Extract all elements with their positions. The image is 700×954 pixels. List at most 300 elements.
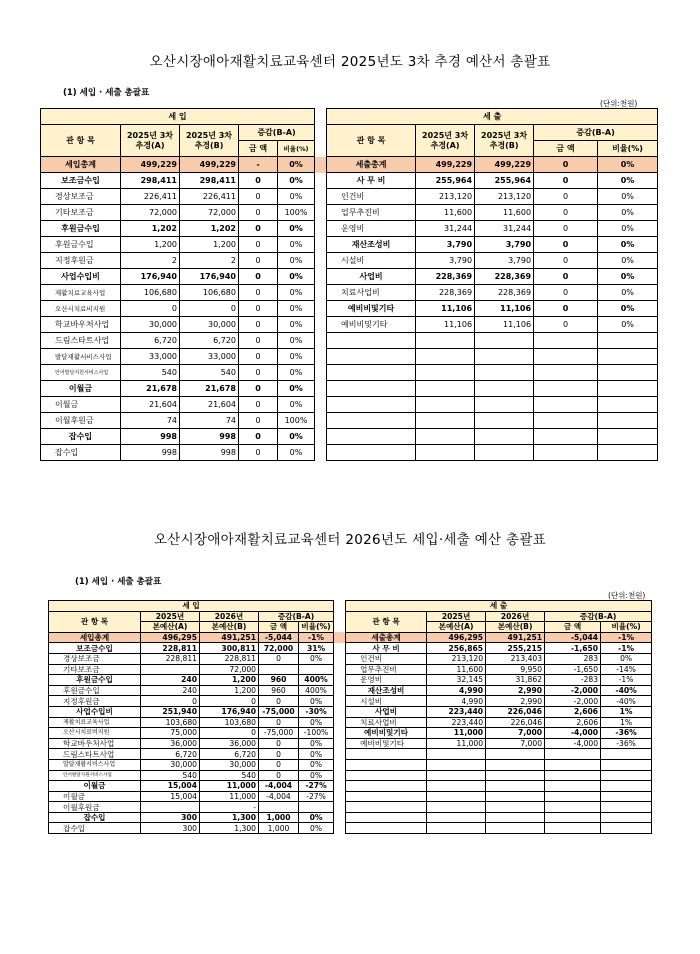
expense-diff-ratio: 0% xyxy=(598,157,658,173)
empty-cell xyxy=(416,349,475,365)
empty-cell xyxy=(545,749,601,760)
table-row xyxy=(49,728,652,739)
column-gap xyxy=(315,253,327,269)
empty-cell xyxy=(486,759,545,770)
income-value-b: 0 xyxy=(180,301,239,317)
income-value-b: 0 xyxy=(200,696,259,707)
expense-diff-ratio: 0% xyxy=(598,253,658,269)
expense-value-b: 228,369 xyxy=(475,269,534,285)
column-gap xyxy=(315,365,327,381)
expense-item-name: 사업비 xyxy=(346,706,427,717)
expense-value-a: 223,440 xyxy=(427,706,486,717)
income-diff-ratio: 0% xyxy=(278,349,315,365)
column-gap xyxy=(315,301,327,317)
empty-cell xyxy=(545,770,601,781)
empty-cell xyxy=(427,759,486,770)
empty-cell xyxy=(601,749,652,760)
table-row xyxy=(41,301,658,317)
expense-item-name: 사 무 비 xyxy=(346,643,427,654)
income-diff-amount: 0 xyxy=(259,749,299,760)
column-gap xyxy=(315,157,327,173)
expense-item-name: 운영비 xyxy=(327,221,416,237)
empty-cell xyxy=(427,791,486,802)
income-item-name: 경상보조금 xyxy=(41,189,121,205)
expense-value-b: 226,046 xyxy=(486,706,545,717)
empty-cell xyxy=(416,381,475,397)
empty-cell xyxy=(427,812,486,823)
table-row xyxy=(49,770,652,781)
income-diff-ratio: 100% xyxy=(278,205,315,221)
expense-value-b: 3,790 xyxy=(475,237,534,253)
table-row xyxy=(49,791,652,802)
income-diff-amount xyxy=(259,802,299,813)
table-row xyxy=(41,253,658,269)
income-value-a: 226,411 xyxy=(121,189,180,205)
column-gap xyxy=(334,696,346,707)
income-value-b: 1,200 xyxy=(180,237,239,253)
col-a-year: 2025년 xyxy=(427,611,486,622)
empty-cell xyxy=(475,381,534,397)
expense-item-name: 예비비및기타 xyxy=(327,317,416,333)
income-item-name: 잡수입 xyxy=(41,445,121,461)
income-value-a: 0 xyxy=(121,301,180,317)
income-value-b: 36,000 xyxy=(200,738,259,749)
col-a: 2025년 3차 추경(A) xyxy=(121,125,180,157)
income-value-b: 30,000 xyxy=(180,317,239,333)
empty-cell xyxy=(545,781,601,792)
income-value-a: 33,000 xyxy=(121,349,180,365)
empty-cell xyxy=(346,781,427,792)
expense-diff-ratio: -1% xyxy=(601,643,652,654)
income-diff-amount: 0 xyxy=(239,349,278,365)
income-item-name: 발달재활서비스사업 xyxy=(41,349,121,365)
col-a: 2025년 3차 추경(A) xyxy=(416,125,475,157)
income-diff-amount: 0 xyxy=(259,738,299,749)
empty-cell xyxy=(545,812,601,823)
income-value-b: 491,251 xyxy=(200,632,259,643)
income-header: 세 입 xyxy=(41,109,315,125)
expense-value-a: 31,244 xyxy=(416,221,475,237)
income-item-name: 학교바우처사업 xyxy=(41,317,121,333)
expense-value-a: 228,369 xyxy=(416,269,475,285)
expense-diff-amount: 0 xyxy=(534,173,598,189)
col-a-year: 2025년 xyxy=(141,611,200,622)
expense-diff-amount: -4,000 xyxy=(545,738,601,749)
income-item-name: 기타보조금 xyxy=(49,664,141,675)
income-item-name: 세입총계 xyxy=(41,157,121,173)
income-diff-amount: 0 xyxy=(239,397,278,413)
expense-diff-amount: 0 xyxy=(534,189,598,205)
income-value-b: 1,200 xyxy=(200,675,259,686)
table-row xyxy=(49,759,652,770)
expense-value-b: 31,862 xyxy=(486,675,545,686)
table-row xyxy=(49,802,652,813)
column-gap xyxy=(315,269,327,285)
column-gap xyxy=(334,675,346,686)
income-diff-ratio: 0% xyxy=(299,738,334,749)
empty-cell xyxy=(427,802,486,813)
income-value-b: 6,720 xyxy=(200,749,259,760)
income-value-b: 21,604 xyxy=(180,397,239,413)
empty-cell xyxy=(327,413,416,429)
income-value-b: 11,000 xyxy=(200,781,259,792)
income-value-a: 36,000 xyxy=(141,738,200,749)
income-value-a: 251,940 xyxy=(141,706,200,717)
income-value-a: 228,811 xyxy=(141,653,200,664)
income-item-name: 후원금수입 xyxy=(41,237,121,253)
column-gap xyxy=(315,349,327,365)
empty-cell xyxy=(416,333,475,349)
income-item-name: 후원금수입 xyxy=(41,221,121,237)
empty-cell xyxy=(475,429,534,445)
income-value-a: 228,811 xyxy=(141,643,200,654)
expense-diff-ratio: 0% xyxy=(598,237,658,253)
table-row xyxy=(49,812,652,823)
table-row xyxy=(41,157,658,173)
income-value-b: 1,300 xyxy=(200,823,259,834)
income-diff-ratio: 400% xyxy=(299,685,334,696)
income-value-a: 1,200 xyxy=(121,237,180,253)
expense-diff-ratio: -40% xyxy=(601,685,652,696)
income-value-a: 176,940 xyxy=(121,269,180,285)
income-value-a: 2 xyxy=(121,253,180,269)
income-value-b: 540 xyxy=(180,365,239,381)
empty-cell xyxy=(327,429,416,445)
income-diff-ratio: 0% xyxy=(278,333,315,349)
empty-cell xyxy=(416,445,475,461)
income-item-name: 후원금수입 xyxy=(49,675,141,686)
income-diff-amount: 0 xyxy=(259,759,299,770)
expense-value-b: 11,600 xyxy=(475,205,534,221)
income-header: 세 입 xyxy=(49,601,334,612)
income-value-a: 540 xyxy=(121,365,180,381)
income-diff-amount: 0 xyxy=(259,717,299,728)
expense-diff-amount: -4,000 xyxy=(545,728,601,739)
income-diff-amount: 0 xyxy=(239,333,278,349)
expense-item-name: 사업비 xyxy=(327,269,416,285)
col-item: 관 항 목 xyxy=(346,611,427,632)
expense-diff-ratio: -1% xyxy=(601,675,652,686)
income-value-a: 75,000 xyxy=(141,728,200,739)
income-diff-ratio: 0% xyxy=(278,189,315,205)
expense-diff-ratio: 0% xyxy=(598,221,658,237)
income-diff-amount: 0 xyxy=(239,269,278,285)
income-value-b: 300,811 xyxy=(200,643,259,654)
income-item-name: 발달재활서비스사업 xyxy=(49,759,141,770)
income-value-b: 998 xyxy=(180,429,239,445)
col-amount: 금 액 xyxy=(534,141,598,157)
income-value-a: 240 xyxy=(141,685,200,696)
expense-value-a: 11,600 xyxy=(427,664,486,675)
empty-cell xyxy=(327,349,416,365)
income-diff-ratio: 0% xyxy=(278,301,315,317)
income-value-b: 30,000 xyxy=(200,759,259,770)
income-item-name: 이월금 xyxy=(49,791,141,802)
income-value-a: 15,004 xyxy=(141,781,200,792)
income-item-name: 지정후원금 xyxy=(49,696,141,707)
expense-item-name: 예비비및기타 xyxy=(346,728,427,739)
expense-item-name: 치료사업비 xyxy=(346,717,427,728)
income-value-a: 0 xyxy=(141,696,200,707)
table-row xyxy=(49,653,652,664)
doc2-summary-table xyxy=(48,600,652,834)
income-diff-ratio: 31% xyxy=(299,643,334,654)
income-diff-amount: -75,000 xyxy=(259,706,299,717)
income-value-a: 540 xyxy=(141,770,200,781)
column-gap xyxy=(315,189,327,205)
empty-cell xyxy=(601,823,652,834)
column-gap xyxy=(334,738,346,749)
col-b-label: 본예산(B) xyxy=(486,622,545,633)
empty-cell xyxy=(601,812,652,823)
expense-value-b: 213,403 xyxy=(486,653,545,664)
income-diff-ratio: 0% xyxy=(299,717,334,728)
income-item-name: 잡수입 xyxy=(49,823,141,834)
income-value-b: 0 xyxy=(200,728,259,739)
income-value-a: 103,680 xyxy=(141,717,200,728)
expense-item-name: 업무추진비 xyxy=(327,205,416,221)
expense-diff-ratio: -36% xyxy=(601,738,652,749)
expense-value-b: 2,990 xyxy=(486,696,545,707)
empty-cell xyxy=(545,823,601,834)
column-gap xyxy=(334,653,346,664)
empty-cell xyxy=(545,791,601,802)
expense-value-b: 9,950 xyxy=(486,664,545,675)
expense-value-b: 11,106 xyxy=(475,301,534,317)
empty-cell xyxy=(486,781,545,792)
expense-header: 세 출 xyxy=(346,601,652,612)
empty-cell xyxy=(475,397,534,413)
empty-cell xyxy=(475,445,534,461)
empty-cell xyxy=(598,429,658,445)
income-item-name: 지정후원금 xyxy=(41,253,121,269)
empty-cell xyxy=(534,397,598,413)
income-diff-amount: -4,004 xyxy=(259,781,299,792)
column-gap xyxy=(334,685,346,696)
expense-item-name: 세출총계 xyxy=(346,632,427,643)
expense-diff-ratio: 0% xyxy=(598,301,658,317)
income-value-b: 226,411 xyxy=(180,189,239,205)
income-diff-ratio: 0% xyxy=(299,653,334,664)
income-value-a: 998 xyxy=(121,429,180,445)
table-row xyxy=(49,717,652,728)
table-row xyxy=(49,738,652,749)
expense-value-a: 496,295 xyxy=(427,632,486,643)
expense-value-b: 7,000 xyxy=(486,738,545,749)
expense-item-name: 예비비및기타 xyxy=(327,301,416,317)
expense-value-b: 255,215 xyxy=(486,643,545,654)
expense-value-a: 11,000 xyxy=(427,728,486,739)
expense-diff-amount: -2,000 xyxy=(545,696,601,707)
income-value-b: 72,000 xyxy=(180,205,239,221)
empty-cell xyxy=(346,749,427,760)
col-amount: 금 액 xyxy=(239,141,278,157)
column-gap xyxy=(315,333,327,349)
table-row xyxy=(41,173,658,189)
column-gap xyxy=(334,781,346,792)
income-diff-amount: 0 xyxy=(259,696,299,707)
table-row xyxy=(49,823,652,834)
col-diff: 증감(B-A) xyxy=(259,611,334,622)
empty-cell xyxy=(346,802,427,813)
empty-cell xyxy=(598,397,658,413)
income-item-name: 재활치료교육사업 xyxy=(41,285,121,301)
expense-value-a: 213,120 xyxy=(416,189,475,205)
income-diff-ratio: 0% xyxy=(278,429,315,445)
income-value-a: 15,004 xyxy=(141,791,200,802)
income-value-a xyxy=(141,664,200,675)
empty-cell xyxy=(346,823,427,834)
empty-cell xyxy=(486,770,545,781)
income-item-name: 사업수입비 xyxy=(41,269,121,285)
income-item-name: 이월금 xyxy=(41,381,121,397)
expense-item-name: 운영비 xyxy=(346,675,427,686)
expense-value-a: 228,369 xyxy=(416,285,475,301)
doc2-subtitle: (1) 세입 · 세출 총괄표 xyxy=(75,577,162,587)
expense-value-b: 213,120 xyxy=(475,189,534,205)
expense-item-name: 업무추진비 xyxy=(346,664,427,675)
expense-diff-amount: 0 xyxy=(534,221,598,237)
expense-value-b: 255,964 xyxy=(475,173,534,189)
income-value-b: 1,202 xyxy=(180,221,239,237)
income-diff-ratio: 400% xyxy=(299,675,334,686)
col-a-label: 본예산(A) xyxy=(141,622,200,633)
income-diff-ratio: -27% xyxy=(299,791,334,802)
column-gap xyxy=(334,802,346,813)
column-gap xyxy=(315,237,327,253)
income-diff-amount: 0 xyxy=(259,770,299,781)
income-value-a: 72,000 xyxy=(121,205,180,221)
income-value-b: 228,811 xyxy=(200,653,259,664)
income-item-name: 이월후원금 xyxy=(49,802,141,813)
expense-value-b: 491,251 xyxy=(486,632,545,643)
income-diff-ratio: 0% xyxy=(278,269,315,285)
expense-value-a: 499,229 xyxy=(416,157,475,173)
col-b-year: 2026년 xyxy=(200,611,259,622)
income-item-name: 오산시치료비지원 xyxy=(49,728,141,739)
expense-diff-ratio: 0% xyxy=(601,653,652,664)
income-diff-ratio: -27% xyxy=(299,781,334,792)
income-item-name: 잡수입 xyxy=(49,812,141,823)
col-a-label: 본예산(A) xyxy=(427,622,486,633)
empty-cell xyxy=(598,349,658,365)
col-ratio: 비율(%) xyxy=(601,622,652,633)
expense-diff-amount: 0 xyxy=(534,205,598,221)
column-gap xyxy=(315,429,327,445)
empty-cell xyxy=(475,333,534,349)
income-value-a: 106,680 xyxy=(121,285,180,301)
table-row xyxy=(49,749,652,760)
expense-item-name: 인건비 xyxy=(327,189,416,205)
expense-diff-amount: 0 xyxy=(534,317,598,333)
empty-cell xyxy=(534,413,598,429)
col-diff: 증감(B-A) xyxy=(534,125,658,141)
income-diff-ratio: 0% xyxy=(299,759,334,770)
expense-value-a: 3,790 xyxy=(416,237,475,253)
expense-value-a: 4,990 xyxy=(427,685,486,696)
income-value-b: 2 xyxy=(180,253,239,269)
income-diff-amount: 960 xyxy=(259,685,299,696)
table-row xyxy=(41,333,658,349)
expense-value-b: 31,244 xyxy=(475,221,534,237)
column-gap xyxy=(315,413,327,429)
col-item: 관 항 목 xyxy=(41,125,121,157)
income-diff-ratio: 0% xyxy=(278,365,315,381)
income-value-b: 1,300 xyxy=(200,812,259,823)
expense-diff-amount: 0 xyxy=(534,269,598,285)
income-diff-amount: -75,000 xyxy=(259,728,299,739)
column-gap xyxy=(334,770,346,781)
col-diff: 증감(B-A) xyxy=(545,611,652,622)
income-value-a: 1,202 xyxy=(121,221,180,237)
empty-cell xyxy=(486,812,545,823)
income-value-b: 176,940 xyxy=(200,706,259,717)
income-value-b: 11,000 xyxy=(200,791,259,802)
col-b: 2025년 3차 추경(B) xyxy=(475,125,534,157)
expense-diff-ratio: -40% xyxy=(601,696,652,707)
income-value-b: 1,200 xyxy=(200,685,259,696)
income-diff-ratio: 0% xyxy=(278,381,315,397)
doc1-subtitle: (1) 세입 · 세출 총괄표 xyxy=(63,88,150,98)
doc1-unit: (단위:천원) xyxy=(600,99,638,108)
expense-diff-amount: -2,000 xyxy=(545,685,601,696)
income-item-name: 세입총계 xyxy=(49,632,141,643)
col-item: 관 항 목 xyxy=(327,125,416,157)
income-item-name: 드림스타트사업 xyxy=(49,749,141,760)
table-row xyxy=(49,781,652,792)
col-ratio: 비율(%) xyxy=(598,141,658,157)
column-gap xyxy=(315,445,327,461)
expense-diff-ratio: 1% xyxy=(601,706,652,717)
empty-cell xyxy=(327,333,416,349)
income-value-a: 6,720 xyxy=(141,749,200,760)
expense-diff-amount: -283 xyxy=(545,675,601,686)
empty-cell xyxy=(598,381,658,397)
empty-cell xyxy=(534,429,598,445)
expense-value-a: 3,790 xyxy=(416,253,475,269)
income-item-name: 사업수입비 xyxy=(49,706,141,717)
income-value-a: 300 xyxy=(141,823,200,834)
column-gap xyxy=(334,728,346,739)
income-diff-amount: 0 xyxy=(239,317,278,333)
expense-diff-ratio: -1% xyxy=(601,632,652,643)
expense-item-name: 재산조성비 xyxy=(346,685,427,696)
expense-diff-ratio: 0% xyxy=(598,269,658,285)
income-diff-amount: 0 xyxy=(239,429,278,445)
empty-cell xyxy=(427,781,486,792)
col-amount: 금 액 xyxy=(259,622,299,633)
income-value-a: 30,000 xyxy=(121,317,180,333)
col-ratio: 비율(%) xyxy=(299,622,334,633)
table-row xyxy=(41,221,658,237)
column-gap xyxy=(315,205,327,221)
expense-diff-ratio: 0% xyxy=(598,173,658,189)
table-row xyxy=(49,675,652,686)
col-ratio: 비율(%) xyxy=(278,141,315,157)
doc1-title: 오산시장애아재활치료교육센터 2025년도 3차 추경 예산서 총괄표 xyxy=(149,54,551,70)
empty-cell xyxy=(346,770,427,781)
column-gap xyxy=(334,706,346,717)
income-diff-amount: 0 xyxy=(239,189,278,205)
empty-cell xyxy=(545,759,601,770)
table-row xyxy=(49,643,652,654)
empty-cell xyxy=(486,749,545,760)
income-value-b: 103,680 xyxy=(200,717,259,728)
income-diff-ratio: -100% xyxy=(299,728,334,739)
table-row xyxy=(41,205,658,221)
expense-value-a: 256,865 xyxy=(427,643,486,654)
expense-diff-amount: 0 xyxy=(534,157,598,173)
